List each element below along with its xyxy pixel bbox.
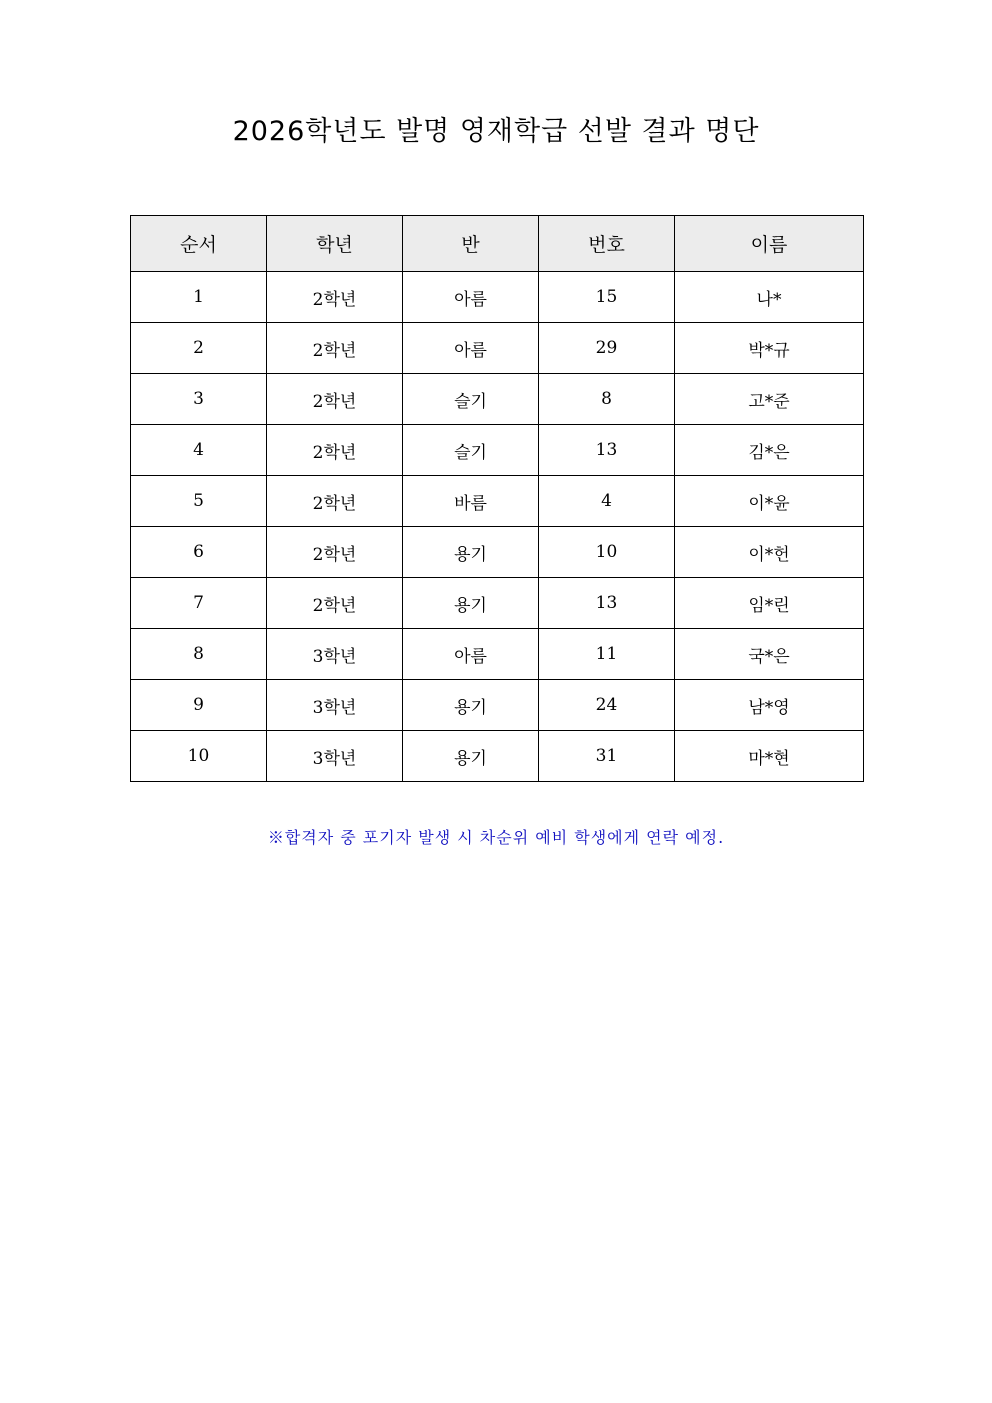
cell-grade: 2학년	[267, 272, 403, 323]
cell-grade: 3학년	[267, 629, 403, 680]
cell-name: 나*	[675, 272, 864, 323]
cell-grade: 2학년	[267, 476, 403, 527]
cell-order: 7	[131, 578, 267, 629]
cell-order: 3	[131, 374, 267, 425]
cell-grade: 2학년	[267, 323, 403, 374]
cell-name: 고*준	[675, 374, 864, 425]
cell-order: 5	[131, 476, 267, 527]
table-row	[131, 374, 864, 425]
cell-order: 6	[131, 527, 267, 578]
table-row	[131, 272, 864, 323]
cell-name: 이*윤	[675, 476, 864, 527]
cell-number: 8	[539, 374, 675, 425]
table-row	[131, 527, 864, 578]
cell-name: 마*현	[675, 731, 864, 782]
cell-number: 11	[539, 629, 675, 680]
table-row	[131, 476, 864, 527]
cell-order: 9	[131, 680, 267, 731]
cell-name: 남*영	[675, 680, 864, 731]
cell-grade: 3학년	[267, 731, 403, 782]
cell-grade: 2학년	[267, 578, 403, 629]
cell-grade: 2학년	[267, 374, 403, 425]
table-row	[131, 731, 864, 782]
cell-number: 24	[539, 680, 675, 731]
cell-class: 아름	[403, 272, 539, 323]
cell-number: 31	[539, 731, 675, 782]
cell-grade: 2학년	[267, 425, 403, 476]
cell-order: 4	[131, 425, 267, 476]
cell-grade: 3학년	[267, 680, 403, 731]
header-name: 이름	[675, 216, 864, 272]
header-class: 반	[403, 216, 539, 272]
table-row	[131, 323, 864, 374]
cell-number: 4	[539, 476, 675, 527]
cell-class: 용기	[403, 578, 539, 629]
cell-name: 이*헌	[675, 527, 864, 578]
cell-name: 김*은	[675, 425, 864, 476]
cell-class: 용기	[403, 680, 539, 731]
cell-grade: 2학년	[267, 527, 403, 578]
cell-number: 29	[539, 323, 675, 374]
cell-class: 아름	[403, 323, 539, 374]
cell-order: 1	[131, 272, 267, 323]
cell-number: 13	[539, 425, 675, 476]
cell-order: 8	[131, 629, 267, 680]
table-row	[131, 578, 864, 629]
table-row	[131, 629, 864, 680]
cell-class: 아름	[403, 629, 539, 680]
cell-class: 슬기	[403, 425, 539, 476]
cell-number: 13	[539, 578, 675, 629]
cell-name: 임*린	[675, 578, 864, 629]
cell-order: 2	[131, 323, 267, 374]
cell-name: 국*은	[675, 629, 864, 680]
header-grade: 학년	[267, 216, 403, 272]
cell-number: 15	[539, 272, 675, 323]
cell-class: 용기	[403, 731, 539, 782]
cell-number: 10	[539, 527, 675, 578]
header-order: 순서	[131, 216, 267, 272]
cell-class: 슬기	[403, 374, 539, 425]
results-table	[130, 215, 864, 782]
table-header-row	[131, 216, 864, 272]
header-number: 번호	[539, 216, 675, 272]
cell-order: 10	[131, 731, 267, 782]
cell-class: 바름	[403, 476, 539, 527]
page-title: 2026학년도 발명 영재학급 선발 결과 명단	[232, 116, 760, 147]
reserve-notice: ※합격자 중 포기자 발생 시 차순위 예비 학생에게 연락 예정.	[267, 828, 725, 847]
table-row	[131, 425, 864, 476]
cell-name: 박*규	[675, 323, 864, 374]
cell-class: 용기	[403, 527, 539, 578]
table-row	[131, 680, 864, 731]
